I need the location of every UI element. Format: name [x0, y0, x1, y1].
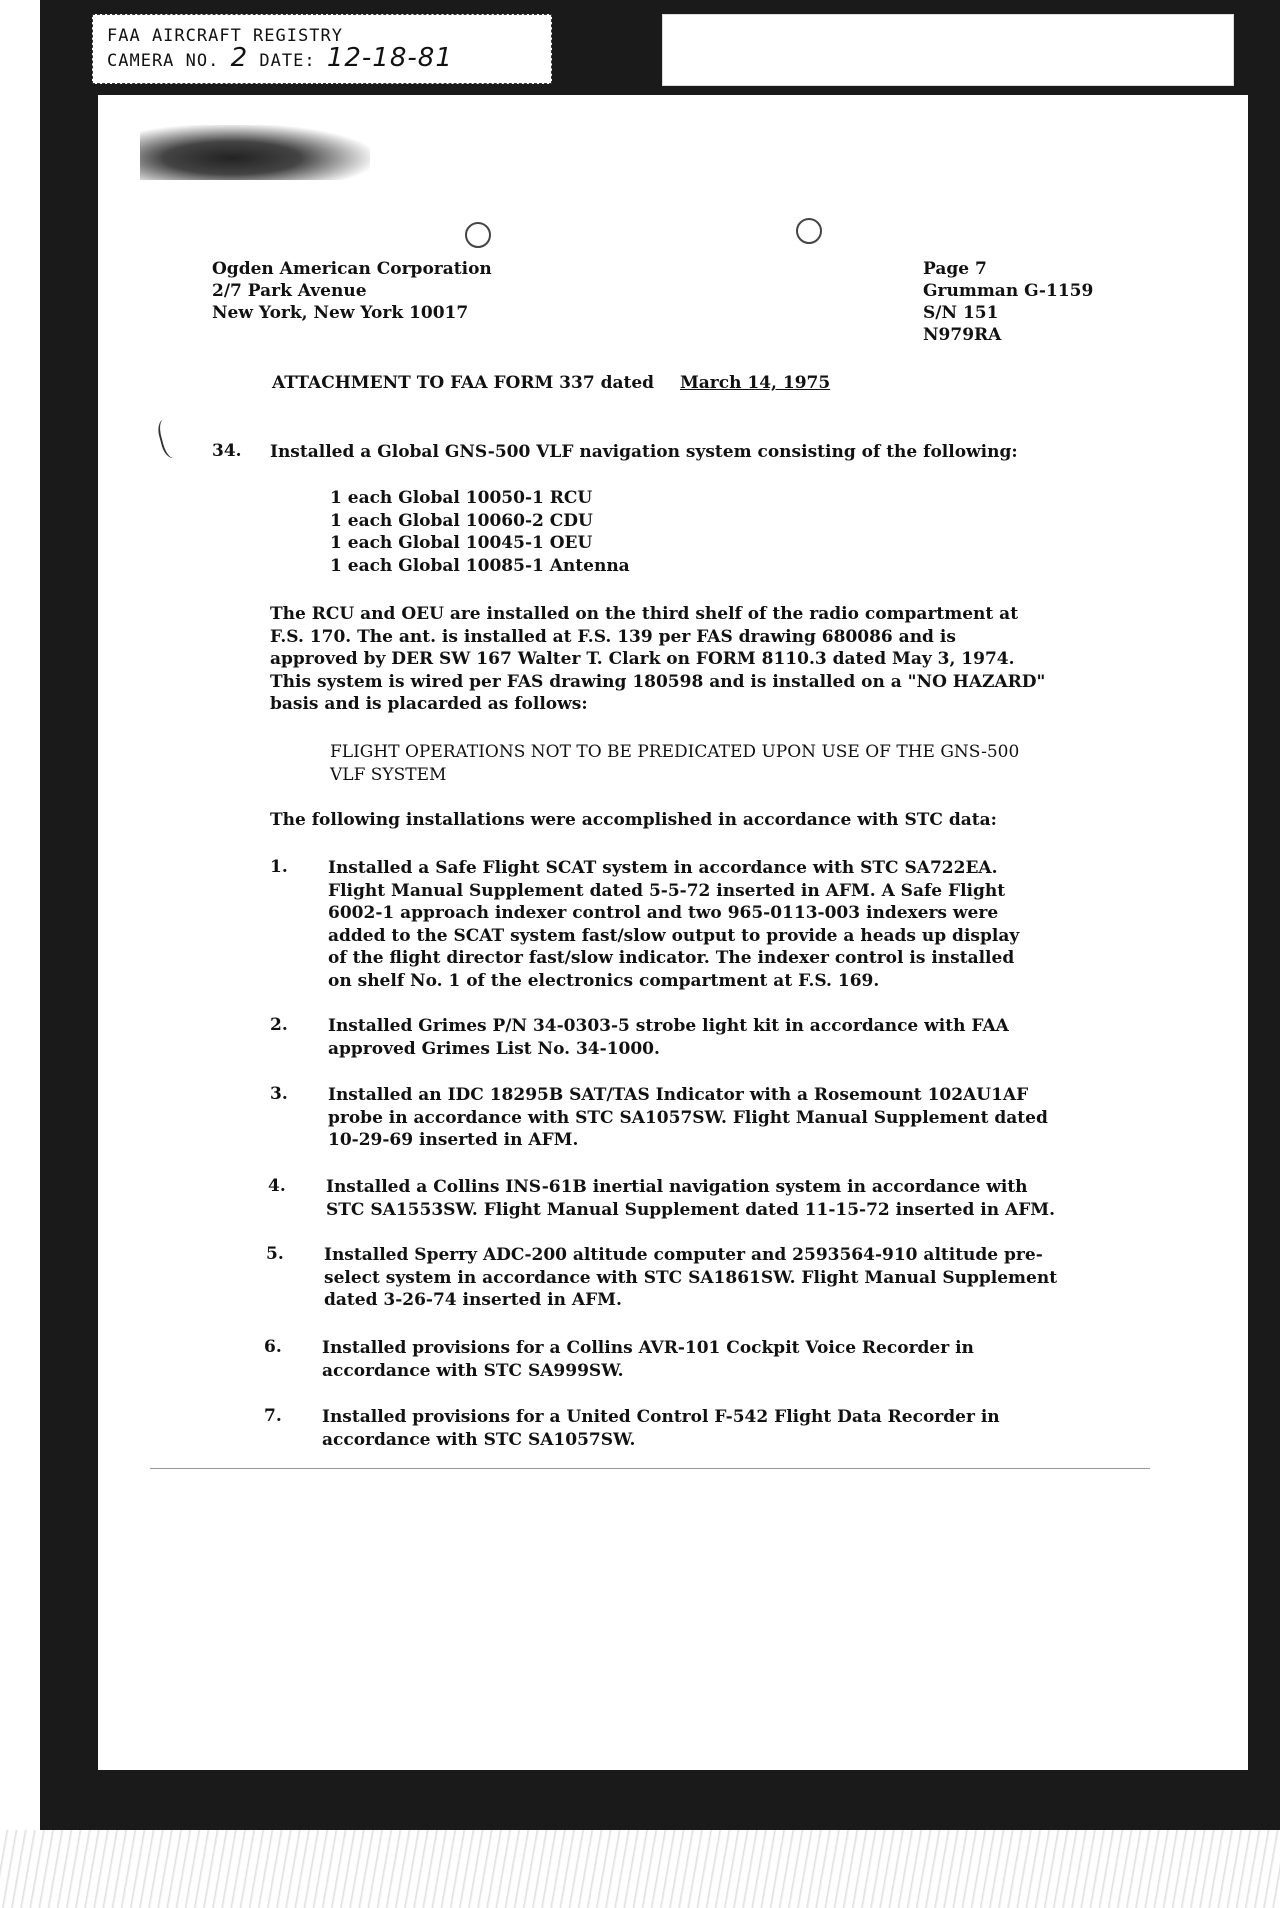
body-line: F.S. 170. The ant. is installed at F.S. 139 per FAS drawing 680086 and is	[270, 626, 956, 647]
placard-line: FLIGHT OPERATIONS NOT TO BE PREDICATED UPON USE OF THE GNS-500	[330, 742, 1020, 762]
punch-hole-icon	[465, 222, 491, 248]
stc-item-number: 5.	[266, 1244, 284, 1264]
stamp-camera-number: 2	[230, 43, 249, 73]
stc-item-6	[322, 1337, 1092, 1382]
stamp-camera-line	[107, 43, 537, 73]
stc-item-3	[328, 1084, 1098, 1152]
stc-item-number: 1.	[270, 857, 288, 877]
scan-border-left	[40, 0, 98, 1830]
stc-line: Installed a Safe Flight SCAT system in accordance with STC SA722EA.	[328, 858, 998, 878]
scan-border-bottom	[40, 1770, 1280, 1830]
stamp-camera-label: CAMERA NO.	[107, 51, 220, 71]
placard-text	[330, 741, 1150, 786]
attachment-title-text: ATTACHMENT TO FAA FORM 337 dated	[272, 373, 655, 393]
stc-line: Flight Manual Supplement dated 5-5-72 inserted in AFM. A Safe Flight	[328, 880, 1006, 901]
stc-line: probe in accordance with STC SA1057SW. Flight Manual Supplement dated	[328, 1107, 1048, 1128]
stc-line: added to the SCAT system fast/slow output to provide a heads up display	[328, 925, 1020, 946]
page-number: Page 7	[923, 259, 987, 279]
stc-line: accordance with STC SA1057SW.	[322, 1429, 636, 1450]
scan-border-right	[1248, 0, 1280, 1830]
stc-line: STC SA1553SW. Flight Manual Supplement dated 11-15-72 inserted in AFM.	[326, 1199, 1056, 1220]
company-address	[212, 258, 632, 324]
registry-stamp	[92, 14, 552, 84]
stamp-date-label: DATE:	[259, 51, 316, 71]
stamp-date-value: 12-18-81	[326, 43, 453, 73]
stc-line: Installed provisions for a Collins AVR-101 Cockpit Voice Recorder in	[322, 1338, 974, 1358]
list-item: 1 each Global 10045-1 OEU	[330, 533, 593, 553]
bottom-rule	[150, 1468, 1150, 1469]
placard-line: VLF SYSTEM	[330, 764, 447, 785]
list-item: 1 each Global 10085-1 Antenna	[330, 555, 630, 576]
equipment-list	[330, 487, 850, 577]
item-34-text: Installed a Global GNS-500 VLF navigation system consisting of the following:	[270, 442, 1018, 462]
stc-line: 10-29-69 inserted in AFM.	[328, 1130, 579, 1150]
stc-line: accordance with STC SA999SW.	[322, 1360, 624, 1381]
stc-item-number: 7.	[264, 1406, 282, 1426]
stc-item-1	[328, 857, 1098, 992]
list-item: 1 each Global 10060-2 CDU	[330, 510, 593, 531]
aircraft-info	[923, 258, 1143, 346]
stc-item-number: 3.	[270, 1084, 288, 1104]
stc-line: approved Grimes List No. 34-1000.	[328, 1038, 660, 1059]
stc-line: of the flight director fast/slow indicator. The indexer control is installed	[328, 948, 1015, 968]
stc-item-number: 6.	[264, 1337, 282, 1357]
stc-item-4	[326, 1176, 1096, 1221]
stc-item-2	[328, 1015, 1098, 1060]
stc-item-5	[324, 1244, 1094, 1312]
stc-line: 6002-1 approach indexer control and two 965-0113-003 indexers were	[328, 903, 999, 923]
attachment-date: March 14, 1975	[679, 373, 831, 393]
aircraft-model: Grumman G-1159	[923, 281, 1094, 301]
item-34-body	[270, 603, 1070, 716]
body-line: The RCU and OEU are installed on the third shelf of the radio compartment at	[270, 604, 1019, 624]
stc-line: Installed Sperry ADC-200 altitude computer and 2593564-910 altitude pre-	[324, 1245, 1043, 1265]
scan-smudge	[140, 125, 370, 180]
body-line: basis and is placarded as follows:	[270, 694, 588, 714]
blank-stamp-box	[662, 14, 1234, 86]
aircraft-registration: N979RA	[923, 325, 1002, 345]
body-line: approved by DER SW 167 Walter T. Clark on FORM 8110.3 dated May 3, 1974.	[270, 649, 1015, 669]
stc-item-number: 2.	[270, 1015, 288, 1035]
stc-line: on shelf No. 1 of the electronics compartment at F.S. 169.	[328, 970, 880, 991]
attachment-title	[272, 372, 1052, 394]
scan-noise	[0, 1830, 1280, 1908]
stc-line: Installed provisions for a United Control F-542 Flight Data Recorder in	[322, 1407, 1000, 1427]
stc-line: Installed Grimes P/N 34-0303-5 strobe light kit in accordance with FAA	[328, 1016, 1009, 1036]
punch-hole-icon	[796, 218, 822, 244]
stc-line: dated 3-26-74 inserted in AFM.	[324, 1290, 622, 1310]
stc-intro: The following installations were accomplished in accordance with STC data:	[270, 810, 997, 830]
stc-line: Installed an IDC 18295B SAT/TAS Indicator with a Rosemount 102AU1AF	[328, 1085, 1029, 1105]
list-item: 1 each Global 10050-1 RCU	[330, 488, 593, 508]
body-line: This system is wired per FAS drawing 180598 and is installed on a "NO HAZARD"	[270, 671, 1046, 692]
company-city: New York, New York 10017	[212, 303, 469, 323]
stamp-title: FAA AIRCRAFT REGISTRY	[107, 26, 343, 46]
company-name: Ogden American Corporation	[212, 259, 492, 279]
aircraft-serial: S/N 151	[923, 303, 999, 323]
stc-line: Installed a Collins INS-61B inertial navigation system in accordance with	[326, 1177, 1028, 1197]
stc-line: select system in accordance with STC SA1861SW. Flight Manual Supplement	[324, 1267, 1058, 1288]
stc-item-number: 4.	[268, 1176, 286, 1196]
item-34-number: 34.	[212, 441, 242, 461]
stc-item-7	[322, 1406, 1092, 1451]
company-street: 2/7 Park Avenue	[212, 281, 367, 301]
